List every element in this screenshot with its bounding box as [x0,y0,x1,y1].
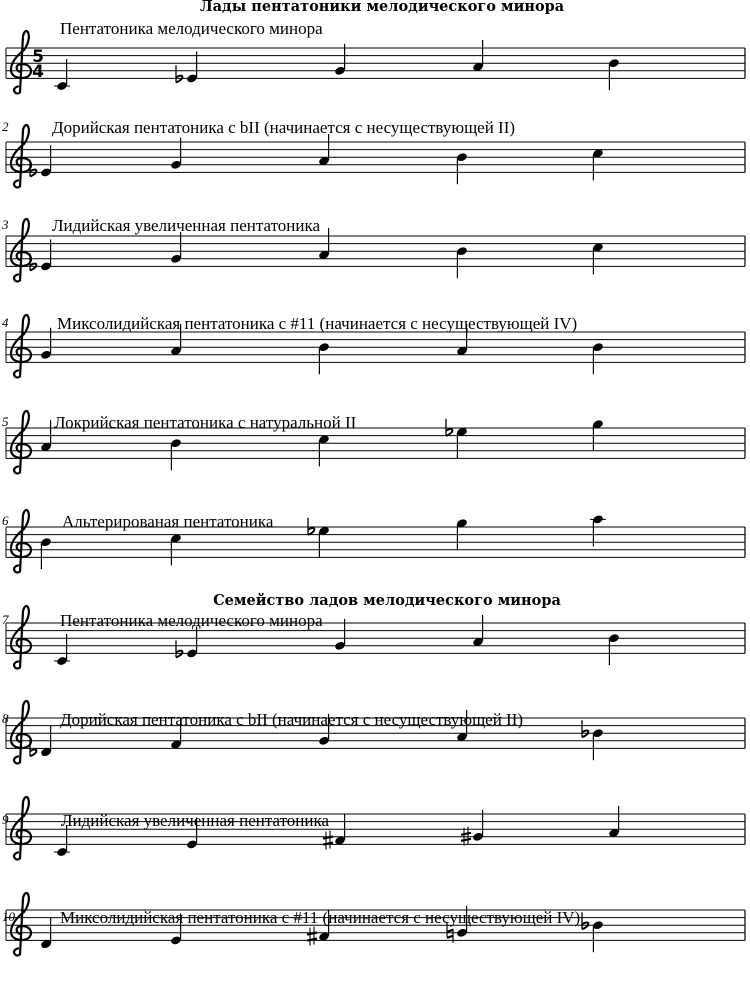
time-signature-bottom: 4 [32,62,44,82]
note [334,44,346,76]
note [608,58,620,90]
staff-system [6,142,745,172]
note [456,246,468,278]
note [170,533,182,565]
system-number: 8 [2,711,9,726]
flat-sign-icon [446,419,452,436]
note [472,615,484,647]
note [170,138,182,170]
treble-clef-icon [11,125,31,187]
note [40,328,52,360]
note [318,434,330,466]
note [472,810,484,842]
system-label: Миксолидийская пентатоника с #11 (начинается с несуществующей IV) [57,314,578,333]
staff-system [6,236,745,266]
system-label: Пентатоника мелодического минора [60,611,323,630]
system-label: Дорийская пентатоника с bII (начинается с несуществующей II) [52,118,516,137]
treble-clef-icon [11,219,31,281]
note [40,537,52,569]
system-label: Миксолидийская пентатоника с #11 (начинается с несуществующей IV) [60,908,581,927]
system-label: Альтерированая пентатоника [62,512,274,531]
treble-clef-icon [11,31,31,93]
note [318,342,330,374]
note [40,239,52,271]
system-label: Пентатоника мелодического минора [60,19,323,38]
note [334,619,346,651]
note [456,518,468,550]
sharp-sign-icon [307,927,317,946]
staff-system [6,527,745,557]
note [456,152,468,184]
system-label: Дорийская пентатоника с bII (начинается с несуществующей II) [60,710,524,729]
system-number: 6 [2,513,9,528]
note [170,232,182,264]
note [590,514,606,546]
flat-sign-icon [176,640,182,657]
note [40,145,52,177]
note [592,242,604,274]
flat-sign-icon [308,518,314,535]
system-number: 9 [2,812,9,827]
sharp-sign-icon [323,831,333,850]
treble-clef-icon [11,701,31,763]
flat-sign-icon [582,912,588,929]
note [592,728,604,760]
time-signature-top: 5 [32,47,44,67]
note [318,134,330,166]
note [608,806,620,838]
system-label: Лидийская увеличенная пентатоника [52,216,321,235]
treble-clef-icon [11,893,31,955]
note [608,633,620,665]
note [456,427,468,459]
treble-clef-icon [11,315,31,377]
flat-sign-icon [582,720,588,737]
staff-system [6,332,745,362]
treble-clef-icon [11,510,31,572]
note [40,420,52,452]
system-number: 7 [2,612,9,627]
staff-system [6,428,745,458]
staff-system [6,48,745,78]
note [334,814,346,846]
note [592,342,604,374]
system-number: 5 [2,414,9,429]
note [318,526,330,558]
section-title: Семейство ладов мелодического минора [213,592,561,609]
system-label: Лидийская увеличенная пентатоника [61,811,330,830]
note [472,40,484,72]
note [40,725,52,757]
note [40,917,52,949]
note [170,438,182,470]
note [54,634,70,666]
page-title: Лады пентатоники мелодического минора [199,0,565,15]
note [186,51,198,83]
system-label: Локрийская пентатоника с натуральной II [54,413,357,432]
treble-clef-icon [11,411,31,473]
system-number: 10 [2,909,15,924]
system-number: 4 [2,315,9,330]
treble-clef-icon [11,797,31,859]
treble-clef-icon [11,606,31,668]
system-number: 3 [2,217,9,232]
note [54,59,70,91]
note [186,626,198,658]
note [592,920,604,952]
system-number: 2 [2,119,9,134]
note [592,419,604,451]
flat-sign-icon [176,65,182,82]
note [592,148,604,180]
